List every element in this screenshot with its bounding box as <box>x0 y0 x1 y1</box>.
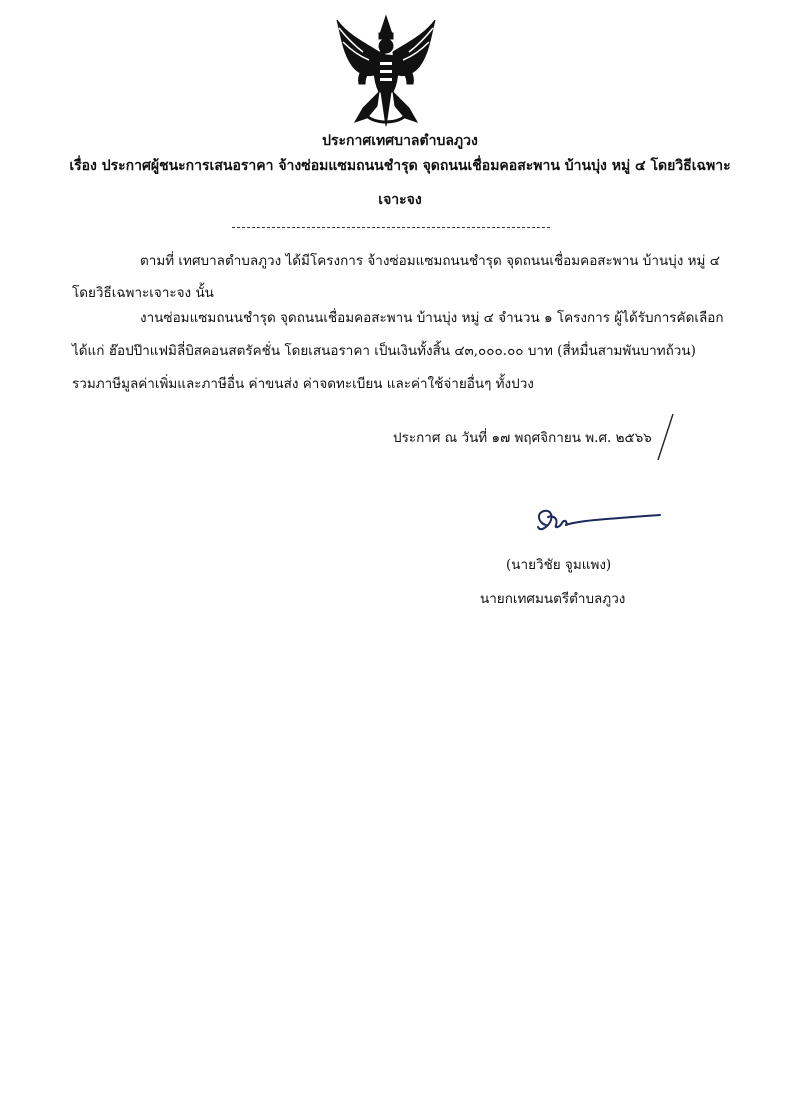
paragraph2-line-2: ได้แก่ ฮ๊อปป๊าแฟมิลี่บิสคอนสตรัคชั่น โดยเสนอราคา เป็นเงินทั้งสิ้น ๔๓,๐๐๐.๐๐ บาท (สี่หมื่นสามพันบาทถ้วน) <box>72 343 696 359</box>
pen-slash-mark <box>655 412 675 462</box>
paragraph2-line-3: รวมภาษีมูลค่าเพิ่มและภาษีอื่น ค่าขนส่ง ค่าจดทะเบียน และค่าใช้จ่ายอื่นๆ ทั้งปวง <box>72 376 534 392</box>
page-title: ประกาศเทศบาลตำบลภูวง <box>322 133 478 149</box>
paragraph2-line-1: งานซ่อมแซมถนนชำรุด จุดถนนเชื่อมคอสะพาน บ้านบุ่ง หมู่ ๔ จำนวน ๑ โครงการ ผู้ได้รับการคัดเลือก <box>140 310 724 326</box>
paragraph1-line-1: ตามที่ เทศบาลตำบลภูวง ได้มีโครงการ จ้างซ่อมแซมถนนชำรุด จุดถนนเชื่อมคอสะพาน บ้านบุ่ง หมู่ ๔ <box>140 253 720 269</box>
subject-line-2: เจาะจง <box>378 192 422 208</box>
paragraph1-line-2: โดยวิธีเฉพาะเจาะจง นั้น <box>72 285 214 301</box>
handwritten-signature-icon <box>532 505 667 537</box>
garuda-emblem-icon <box>333 12 439 130</box>
signer-title: นายกเทศมนตรีตำบลภูวง <box>480 591 626 607</box>
signer-name: (นายวิชัย จูมแพง) <box>506 557 612 573</box>
subject-line-1: เรื่อง ประกาศผู้ชนะการเสนอราคา จ้างซ่อมแซมถนนชำรุด จุดถนนเชื่อมคอสะพาน บ้านบุ่ง หมู่ ๔ โดยวิธีเฉพาะ <box>69 158 731 174</box>
announce-date: ประกาศ ณ วันที่ ๑๗ พฤศจิกายน พ.ศ. ๒๕๖๖ <box>393 430 652 446</box>
divider <box>232 227 550 228</box>
